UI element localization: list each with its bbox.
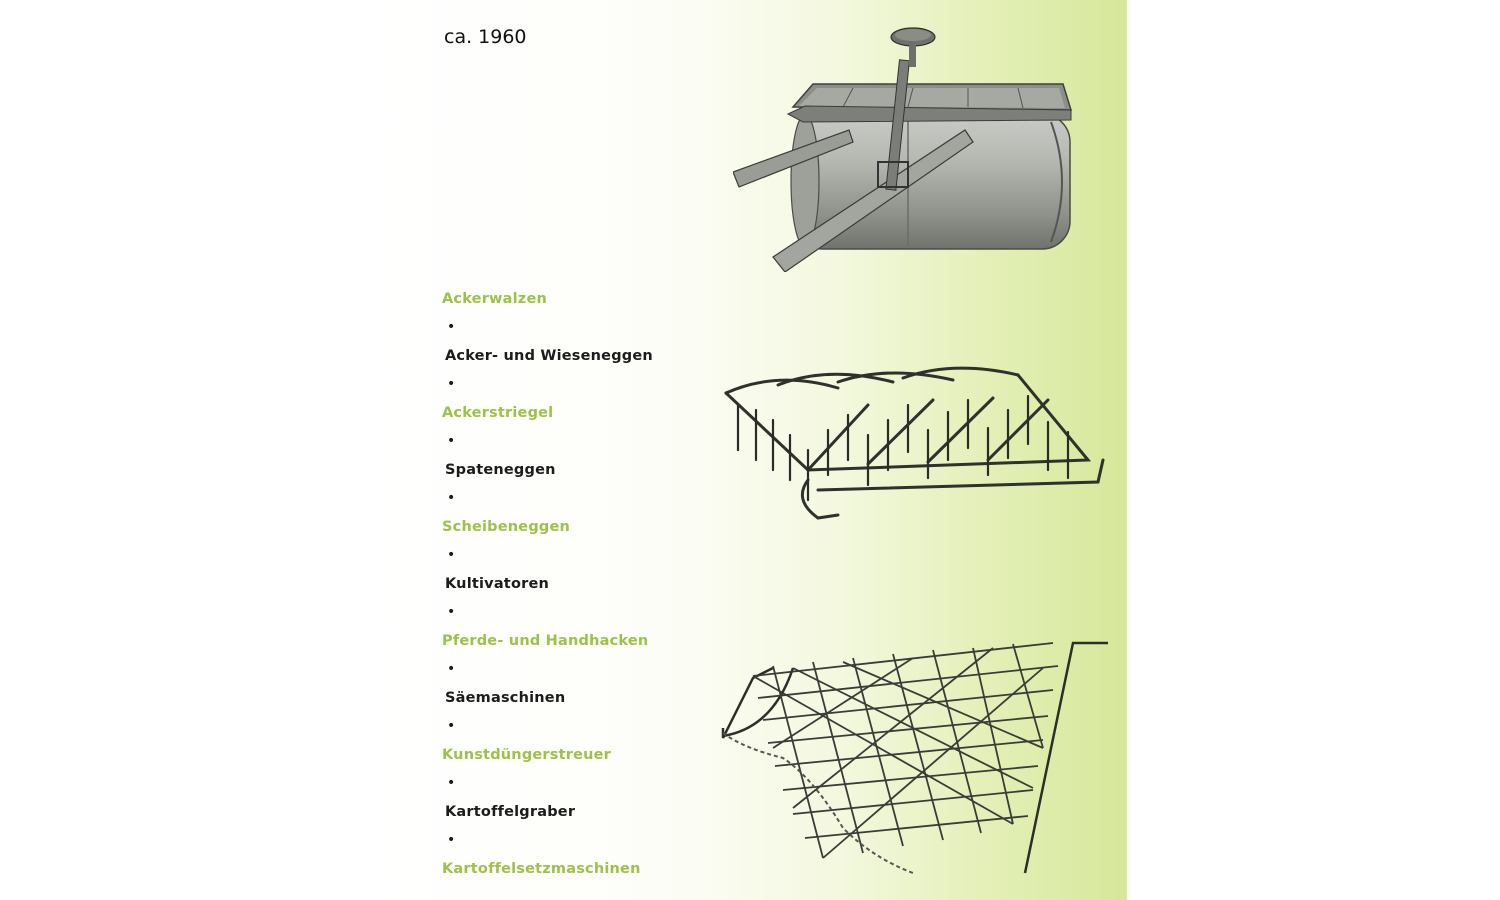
product-name: Ackerstriegel (442, 405, 554, 421)
product-name: Kultivatoren (445, 576, 550, 592)
bullet-separator: • (447, 376, 456, 392)
product-item (442, 399, 742, 456)
product-name: Spateneggen (445, 462, 556, 478)
bullet-separator: • (447, 832, 456, 848)
product-name: Scheibeneggen (442, 519, 571, 535)
product-item (442, 342, 742, 399)
product-item (442, 627, 742, 684)
product-name: Kartoffelsetzmaschinen (442, 861, 641, 877)
product-item (442, 570, 742, 627)
tine-harrow-illustration (718, 360, 1113, 535)
product-name: Kunstdüngerstreuer (442, 747, 612, 763)
date-label: ca. 1960 (444, 26, 527, 48)
bullet-separator: • (447, 547, 456, 563)
product-name: Säemaschinen (445, 690, 566, 706)
product-item (442, 684, 742, 741)
product-name: Pferde- und Handhacken (442, 633, 649, 649)
chain-harrow-illustration (713, 628, 1113, 878)
product-item (442, 456, 742, 513)
bullet-separator: • (447, 433, 456, 449)
product-item (442, 798, 742, 855)
catalog-page (378, 0, 1127, 900)
bullet-separator: • (447, 604, 456, 620)
bullet-separator: • (447, 490, 456, 506)
product-item (442, 513, 742, 570)
product-name: Acker- und Wieseneggen (445, 348, 653, 364)
bullet-separator: • (447, 661, 456, 677)
product-list (442, 285, 742, 900)
product-item (442, 285, 742, 342)
product-item (442, 855, 742, 900)
bullet-separator: • (447, 319, 456, 335)
product-item (442, 741, 742, 798)
product-name: Ackerwalzen (442, 291, 548, 307)
field-roller-illustration (733, 22, 1078, 272)
product-name: Kartoffelgraber (445, 804, 576, 820)
bullet-separator: • (447, 718, 456, 734)
bullet-separator: • (447, 775, 456, 791)
